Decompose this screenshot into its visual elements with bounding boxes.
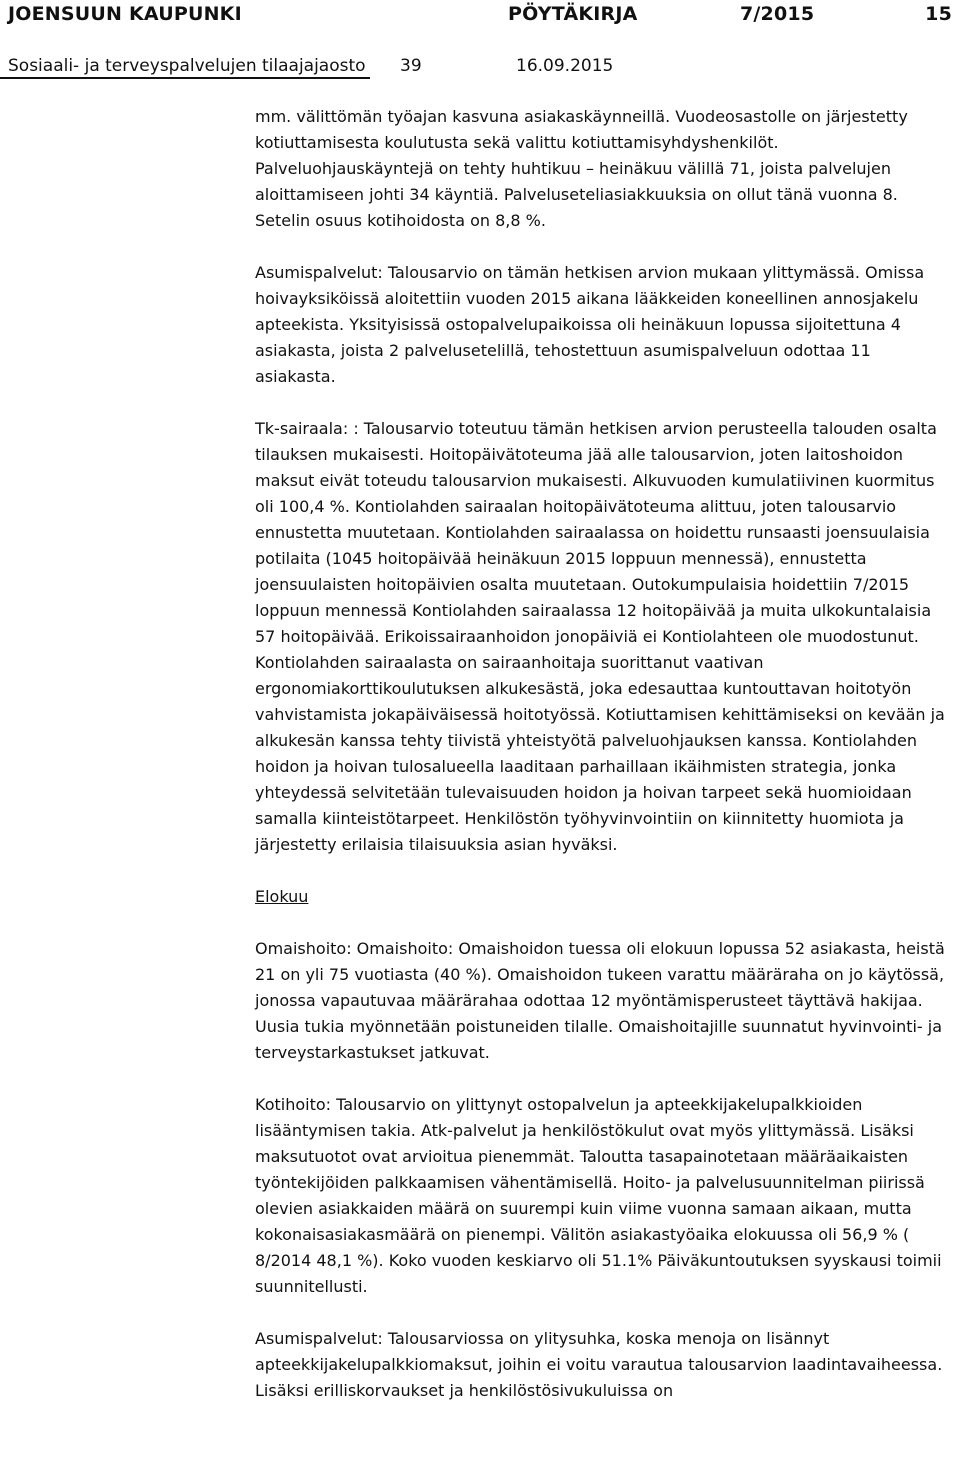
header-section-number: 39 [400, 56, 422, 76]
header-underline [0, 77, 370, 79]
paragraph-home-care: Kotihoito: Talousarvio on ylittynyt ostopalvelun ja apteekkijakelupalkkioiden lisääntymisen takia. Atk-palvelut ja henkilöstökulut ovat myös ylittymässä. Lisäksi maksutuotot ovat arvioitua pienemmät. Taloutta tasapainotetaan määräaikaisten työntekijöiden palkkaamisen vähentämisellä. Hoito- ja palvelusuunnitelman piirissä olevien asiakkaiden määrä on suurempi kuin viime vuonna samaan aikaan, mutta kokonaisasiakasmäärä on pienempi. Välitön asiakastyöaika elokuussa oli 56,9 % ( 8/2014 48,1 %). Koko vuoden keskiarvo oli 51.1% Päiväkuntoutuksen syyskausi toimii suunnitellusti. [255, 1095, 942, 1296]
header-organization: Sosiaali- ja terveyspalvelujen tilaajajaosto [8, 56, 366, 76]
paragraph-housing-services-august: Asumispalvelut: Talousarviossa on ylitysuhka, koska menoja on lisännyt apteekkijakelupalkkiomaksut, joihin ei voitu varautua talousarvion laadintavaiheessa. Lisäksi erilliskorvaukset ja henkilöstösivukuluissa on [255, 1329, 943, 1400]
header-top-row [8, 3, 952, 31]
header-document-type: PÖYTÄKIRJA [508, 3, 638, 25]
section-heading-august: Elokuu [255, 887, 309, 906]
paragraph-family-care: Omaishoito: Omaishoito: Omaishoidon tuessa oli elokuun lopussa 52 asiakasta, heistä 21 on yli 75 vuotiasta (40 %). Omaishoidon tukeen varattu määräraha on jo käytössä, jonossa vapautuvaa määrärahaa odottaa 12 myöntämisperusteet täyttävä hakijaa. Uusia tukia myönnetään poistuneiden tilalle. Omaishoitajille suunnatut hyvinvointi- ja terveystarkastukset jatkuvat. [255, 939, 945, 1062]
header-city: JOENSUUN KAUPUNKI [8, 3, 242, 25]
paragraph-health-center-hospital: Tk-sairaala: : Talousarvio toteutuu tämän hetkisen arvion perusteella talouden osalta tilauksen mukaisesti. Hoitopäivätoteuma jää alle talousarvion, joten laitoshoidon maksut eivät toteudu talousarvion mukaisesti. Alkuvuoden kumulatiivinen kuormitus oli 100,4 %. Kontiolahden sairaalan hoitopäivätoteuma alittuu, joten talousarvio ennustetta muutetaan. Kontiolahden sairaalassa on hoidettu runsaasti joensuulaisia potilaita (1045 hoitopäivää heinäkuun 2015 loppuun mennessä), ennustetta joensuulaisten hoitopäivien osalta muutetaan. Outokumpulaisia hoidettiin 7/2015 loppuun mennessä Kontiolahden sairaalassa 12 hoitopäivää ja muita ulkokuntalaisia 57 hoitopäivää. Erikoissairaanhoidon jonopäiviä ei Kontiolahteen ole muodostunut. Kontiolahden sairaalasta on sairaanhoitaja suorittanut vaativan ergonomiakorttikoulutuksen alkukesästä, joka edesauttaa kuntouttavan hoitotyön vahvistamista jokapäiväisessä hoitotyössä. Kotiuttamisen kehittämiseksi on kevään ja alkukesän kanssa tehty tiivistä yhteistyötä palveluohjauksen kanssa. Kontiolahden hoidon ja hoivan tulosalueella laaditaan parhaillaan ikäihmisten strategia, jonka yhteydessä selvitetään tulevaisuuden hoidon ja hoivan tarpeet sekä huomioidaan samalla kiinteistötarpeet. Henkilöstön työhyvinvointiin on kiinnitetty huomiota ja järjestetty erilaisia tilaisuuksia asian hyväksi. [255, 419, 945, 854]
header-page-number: 15 [925, 3, 952, 25]
paragraph-housing-services: Asumispalvelut: Talousarvio on tämän hetkisen arvion mukaan ylittymässä. Omissa hoivayksiköissä aloitettiin vuoden 2015 aikana lääkkeiden koneellinen annosjakelu apteekista. Yksityisissä ostopalvelupaikoissa oli heinäkuun lopussa sijoitettuna 4 asiakasta, joista 2 palvelusetelillä, tehostettuun asumispalveluun odottaa 11 asiakasta. [255, 263, 925, 386]
paragraph-home-care-continuation: mm. välittömän työajan kasvuna asiakaskäynneillä. Vuodeosastolle on järjestetty kotiuttamisesta koulutusta sekä valittu kotiuttamisyhdyshenkilöt. Palveluohjauskäyntejä on tehty huhtikuu – heinäkuu välillä 71, joista palvelujen aloittamiseen johti 34 käyntiä. Palveluseteliasiakkuuksia on ollut tänä vuonna 8. Setelin osuus kotihoidosta on 8,8 %. [255, 107, 908, 230]
document-body [255, 104, 955, 1430]
header-date: 16.09.2015 [516, 56, 614, 76]
page-header [0, 0, 960, 80]
header-document-number: 7/2015 [740, 3, 815, 25]
